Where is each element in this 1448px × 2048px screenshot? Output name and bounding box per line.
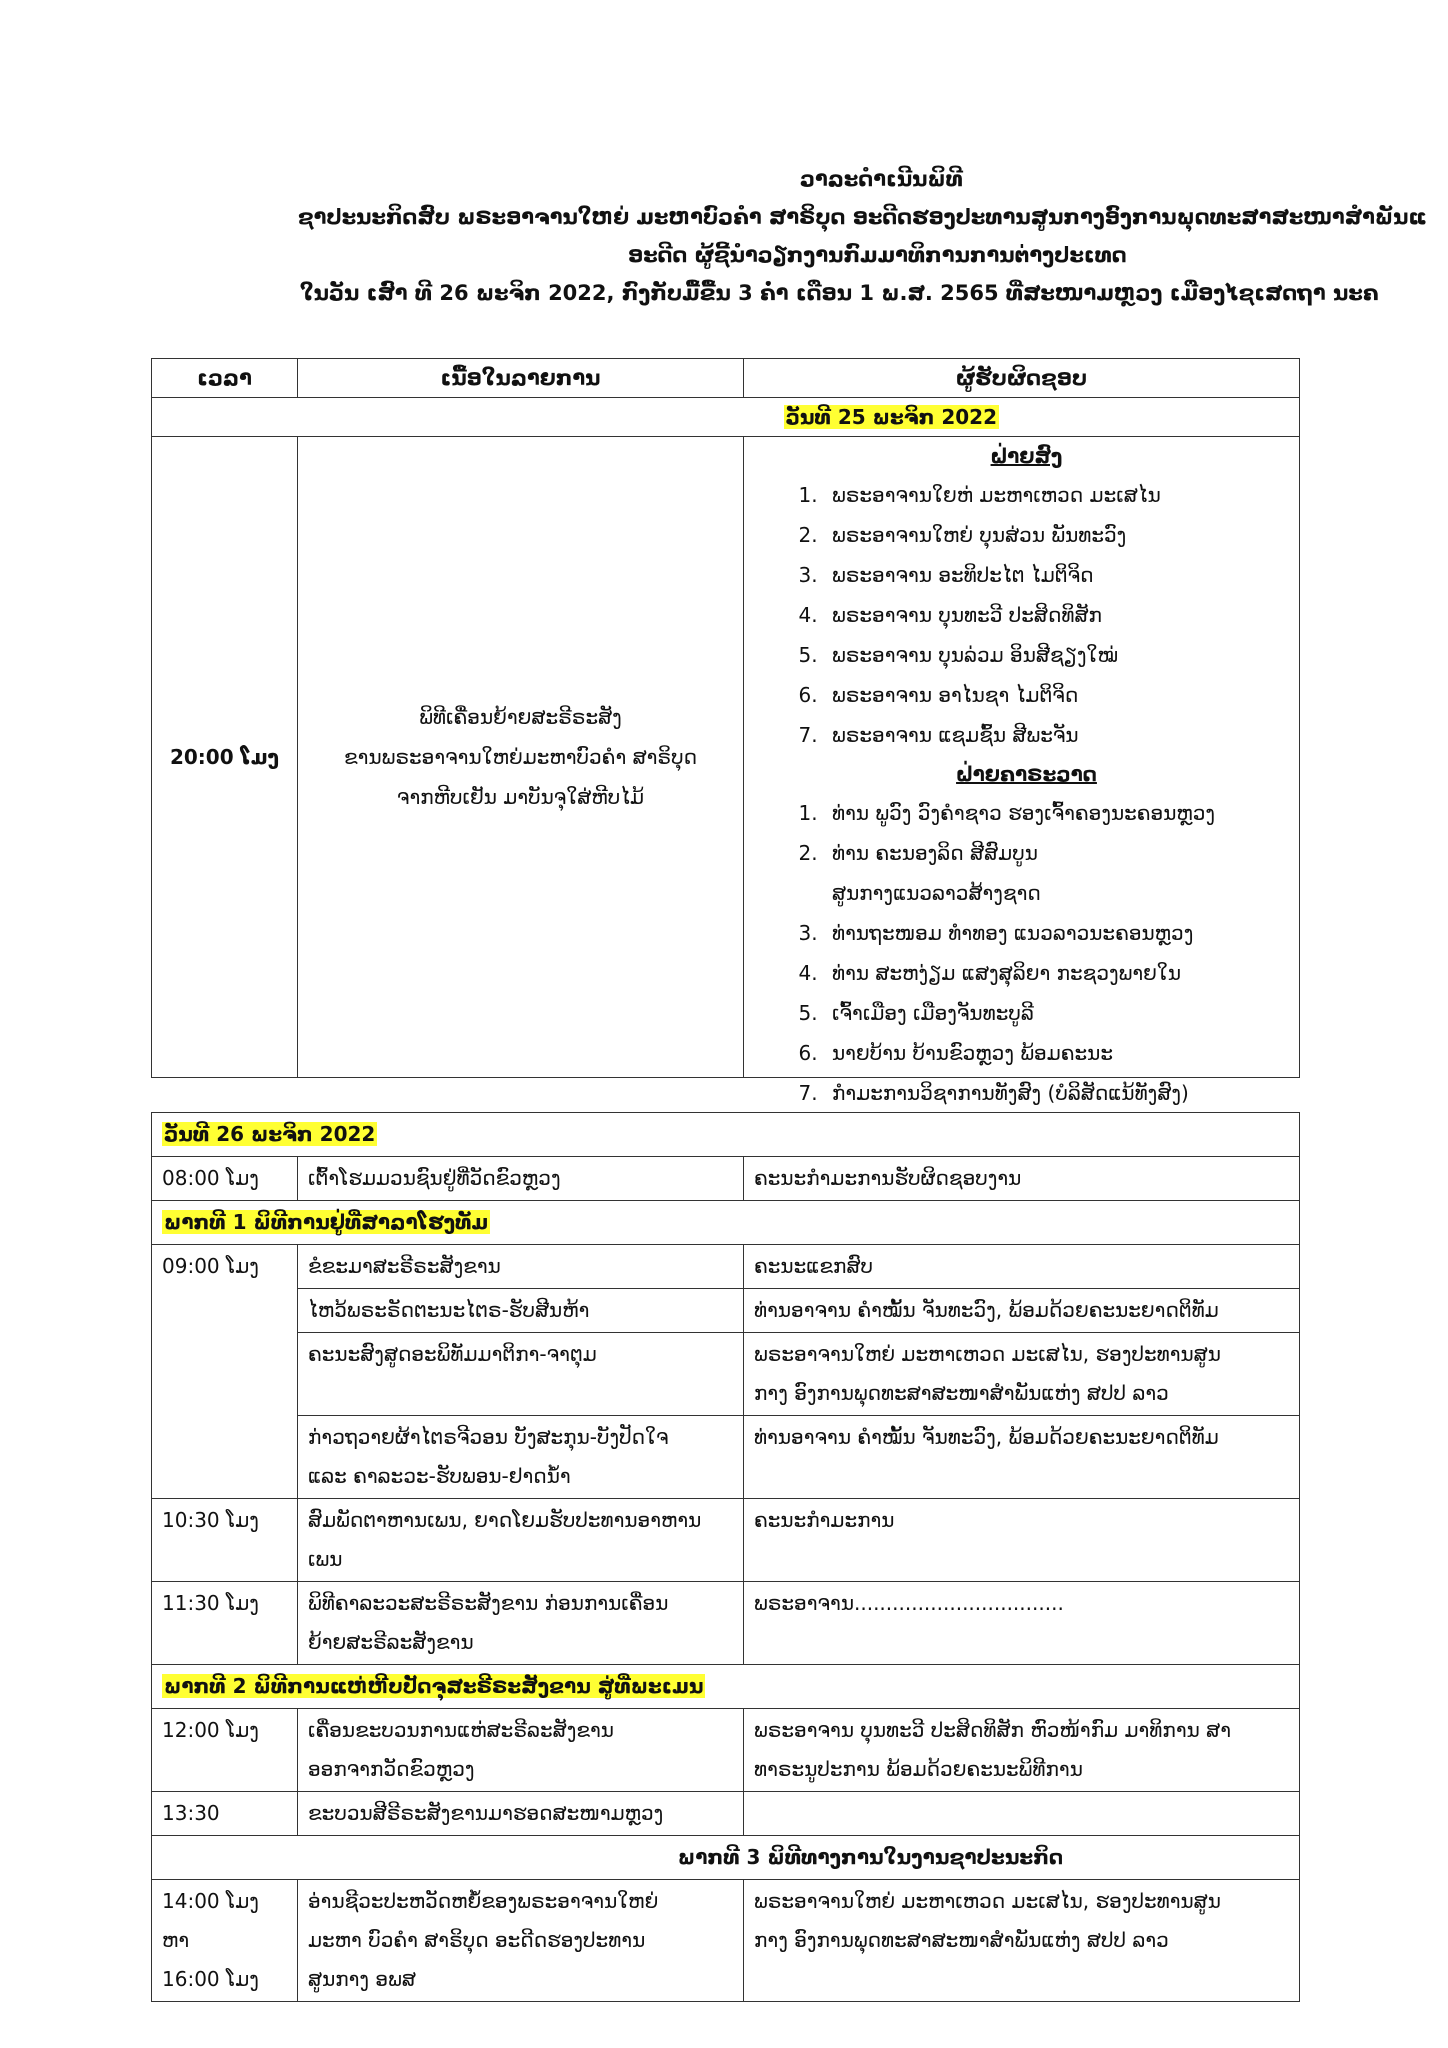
responsible-cell: ທ່ານອາຈານ ຄຳໝັ້ນ ຈັນທະວົງ, ພ້ອມດ້ວຍຄະນະຍາດຕິທັມ — [744, 1416, 1300, 1499]
date-row — [152, 398, 1300, 437]
time-cell: 09:00 ໂມງ — [152, 1245, 298, 1499]
content-cell: ພິທີເຄື່ອນຍ້າຍສະຣີຣະສັງ ຂານພຣະອາຈານໃຫຍ່ມະຫາບົວຄຳ ສາຣິບຸດ ຈາກຫີບເຢັນ ມາບັນຈຸໃສ່ຫີບໄມ້ — [298, 437, 744, 1078]
responsible-cell — [744, 437, 1300, 1105]
col-header-time: ເວລາ — [152, 359, 298, 398]
table-row — [152, 1289, 1300, 1333]
date-highlight-26: ວັນທີ 26 ພະຈິກ 2022 — [164, 1122, 376, 1146]
date-highlight-25: ວັນທີ 25 ພະຈິກ 2022 — [785, 405, 997, 429]
content-cell: ຄະນະສົງສູດອະພິທັມມາຕິກາ-ຈາຕຸມ — [298, 1333, 744, 1416]
laity-list — [764, 793, 1289, 1113]
list-item: 1. ພຣະອາຈານໃຍຫ່ ມະຫາເຫວດ ມະເສໄນ — [824, 475, 1289, 515]
table-row — [152, 1880, 1300, 2002]
list-item: 2. ທ່ານ ຄະນອງລິດ ສີສົມບູນ ສູນກາງແນວລາວສ້າງຊາດ — [824, 833, 1289, 913]
time-cell: 08:00 ໂມງ — [152, 1157, 298, 1201]
table-header-row — [152, 359, 1300, 398]
content-cell: ກ່າວຖວາຍຜ້າໄຕຣຈີວອນ ບັງສະກຸນ-ບັງປັດໃຈ ແລະ ຄາລະວະ-ຮັບພອນ-ຢາດນ້ຳ — [298, 1416, 744, 1499]
table-row — [152, 1792, 1300, 1836]
time-cell: 10:30 ໂມງ — [152, 1499, 298, 1582]
table-row — [152, 1499, 1300, 1582]
schedule-table-day2 — [151, 1112, 1300, 2002]
col-header-content: ເນື້ອໃນລາຍການ — [298, 359, 744, 398]
responsible-cell: ຄະນະກຳມະການ — [744, 1499, 1300, 1582]
list-item: 7. ກຳມະການວິຊາການທັງສົງ (ບໍລິສັດແນ້ທັງສົງ) — [824, 1073, 1289, 1113]
list-item: 5. ພຣະອາຈານ ບຸນລ່ວມ ອິນສີຊຽງໃໝ່ — [824, 635, 1289, 675]
schedule-table-day1 — [151, 358, 1300, 1105]
doc-date-location: ໃນວັນ ເສົາ ທີ 26 ພະຈິກ 2022, ກົງກັບມື້ຂື້ນ 3 ຄ່ຳ ເດືອນ 1 ພ.ສ. 2565 ທີ່ສະໜາມຫຼວງ ເມືອງໄຊເສດຖາ ນະຄ — [300, 281, 1379, 305]
list-item: 7. ພຣະອາຈານ ແຊມຊົ້ນ ສີພະຈັນ — [824, 715, 1289, 755]
responsible-cell: ພຣະອາຈານໃຫຍ່ ມະຫາເຫວດ ມະເສໄນ, ຮອງປະທານສູນ ກາງ ອົງການພຸດທະສາສະໜາສໍາພັນແຫ່ງ ສປປ ລາວ — [744, 1333, 1300, 1416]
content-cell: ພິທີຄາລະວະສະຣີຣະສັງຂານ ກ່ອນການເຄື່ອນ ຍ້າຍສະຣີລະສັງຂານ — [298, 1582, 744, 1665]
laity-section-title: ຝ່າຍຄາຣະວາດ — [956, 762, 1097, 786]
content-cell: ຂໍຂະມາສະຣີຣະສັງຂານ — [298, 1245, 744, 1289]
responsible-cell: ພຣະອາຈານໃຫຍ່ ມະຫາເຫວດ ມະເສໄນ, ຮອງປະທານສູນ ກາງ ອົງການພຸດທະສາສະໜາສໍາພັນແຫ່ງ ສປປ ລາວ — [744, 1880, 1300, 2002]
time-cell: 20:00 ໂມງ — [152, 437, 298, 1078]
content-cell: ຂະບວນສີຣີຣະສັງຂານມາຮອດສະໜາມຫຼວງ — [298, 1792, 744, 1836]
list-item: 6. ນາຍບ້ານ ບ້ານຂົວຫຼວງ ພ້ອມຄະນະ — [824, 1033, 1289, 1073]
table-row — [152, 1333, 1300, 1416]
col-header-responsible: ຜູ້ຮັບຜິດຊອບ — [744, 359, 1300, 398]
content-cell: ເຕົ້າໂຮມມວນຊົນຢູ່ທີ່ວັດຂົວຫຼວງ — [298, 1157, 744, 1201]
date-row — [152, 1113, 1300, 1157]
responsible-cell: ຄະນະກຳມະການຮັບຜິດຊອບງານ — [744, 1157, 1300, 1201]
time-cell: 13:30 — [152, 1792, 298, 1836]
table-row — [152, 1709, 1300, 1792]
content-cell: ໄຫວ້ພຣະຣັດຕະນະໄຕຣ-ຮັບສີນຫ້າ — [298, 1289, 744, 1333]
content-cell: ເຄື່ອນຂະບວນການແຫ່ສະຣີລະສັງຂານ ອອກຈາກວັດຂົວຫຼວງ — [298, 1709, 744, 1792]
table-row — [152, 1245, 1300, 1289]
content-cell: ສົມພັດຕາຫານເພນ, ຍາດໂຍມຮັບປະທານອາຫານ ເພນ — [298, 1499, 744, 1582]
time-cell: 11:30 ໂມງ — [152, 1582, 298, 1665]
part3-title: ພາກທີ 3 ພິທີທາງການໃນງານຊາປະນະກິດ — [152, 1836, 1300, 1880]
section-row-part2 — [152, 1665, 1300, 1709]
monks-section-title: ຝ່າຍສົງ — [990, 444, 1063, 468]
list-item: 4. ພຣະອາຈານ ບຸນທະວີ ປະສິດທິສັກ — [824, 595, 1289, 635]
responsible-cell: ພຣະອາຈານ................................. — [744, 1582, 1300, 1665]
list-item: 2. ພຣະອາຈານໃຫຍ່ ບຸນສ່ວນ ພັນທະວົງ — [824, 515, 1289, 555]
responsible-cell: ຄະນະແຂກສົບ — [744, 1245, 1300, 1289]
time-cell: 12:00 ໂມງ — [152, 1709, 298, 1792]
part1-title: ພາກທີ 1 ພິທີການຢູ່ທີ່ສາລາໂຮງທັມ — [164, 1210, 489, 1234]
table-row — [152, 1582, 1300, 1665]
doc-subtitle: ຊາປະນະກິດສົບ ພຣະອາຈານໃຫຍ່ ມະຫາບົວຄຳ ສາຣິບຸດ ອະດີດຮອງປະທານສູນກາງອົງການພຸດທະສາສະໜາສໍາພັນແ — [298, 205, 1427, 229]
list-item: 4. ທ່ານ ສະຫງ່ຽມ ແສງສຸລິຍາ ກະຊວງພາຍໃນ — [824, 953, 1289, 993]
doc-subtitle-2: ອະດີດ ຜູ້ຊີ້ນຳວຽກງານກົມມາທິການການຕ່າງປະເທດ — [628, 243, 1127, 267]
table-row — [152, 437, 1300, 1078]
document-header — [270, 160, 1427, 312]
section-row-part1 — [152, 1201, 1300, 1245]
responsible-cell: ທ່ານອາຈານ ຄຳໝັ້ນ ຈັນທະວົງ, ພ້ອມດ້ວຍຄະນະຍາດຕິທັມ — [744, 1289, 1300, 1333]
list-item: 3. ພຣະອາຈານ ອະທິປະໄຕ ໄມຕິຈິດ — [824, 555, 1289, 595]
list-item: 6. ພຣະອາຈານ ອາໄນຊາ ໄມຕິຈິດ — [824, 675, 1289, 715]
responsible-cell: ພຣະອາຈານ ບຸນທະວີ ປະສິດທິສັກ ຫົວໜ້າກົມ ມາທິການ ສາ ທາຣະນູປະການ ພ້ອມດ້ວຍຄະນະພິທີການ — [744, 1709, 1300, 1792]
list-item: 5. ເຈົ້າເມືອງ ເມືອງຈັນທະບູລີ — [824, 993, 1289, 1033]
section-row-part3 — [152, 1836, 1300, 1880]
content-cell: ອ່ານຊີວະປະຫວັດຫຍໍ້ຂອງພຣະອາຈານໃຫຍ່ ມະຫາ ບົວຄຳ ສາຣິບຸດ ອະດີດຮອງປະທານ ສູນກາງ ອພສ — [298, 1880, 744, 2002]
list-item: 3. ທ່ານຖະໜອມ ທຳທອງ ແນວລາວນະຄອນຫຼວງ — [824, 913, 1289, 953]
monks-list — [764, 475, 1289, 755]
table-row — [152, 1157, 1300, 1201]
table-row — [152, 1416, 1300, 1499]
time-cell: 14:00 ໂມງ ຫາ 16:00 ໂມງ — [152, 1880, 298, 2002]
part2-title: ພາກທີ 2 ພິທີການແຫ່ຫີບປັດຈຸສະຣີຣະສັງຂານ ສູ່ທີ່ພະເມນ — [164, 1674, 704, 1698]
doc-title: ວາລະດຳເນີນພິທີ — [800, 167, 963, 191]
list-item: 1. ທ່ານ ພູວົງ ວົງຄຳຊາວ ຮອງເຈົ້າຄອງນະຄອນຫຼວງ — [824, 793, 1289, 833]
responsible-cell — [744, 1792, 1300, 1836]
